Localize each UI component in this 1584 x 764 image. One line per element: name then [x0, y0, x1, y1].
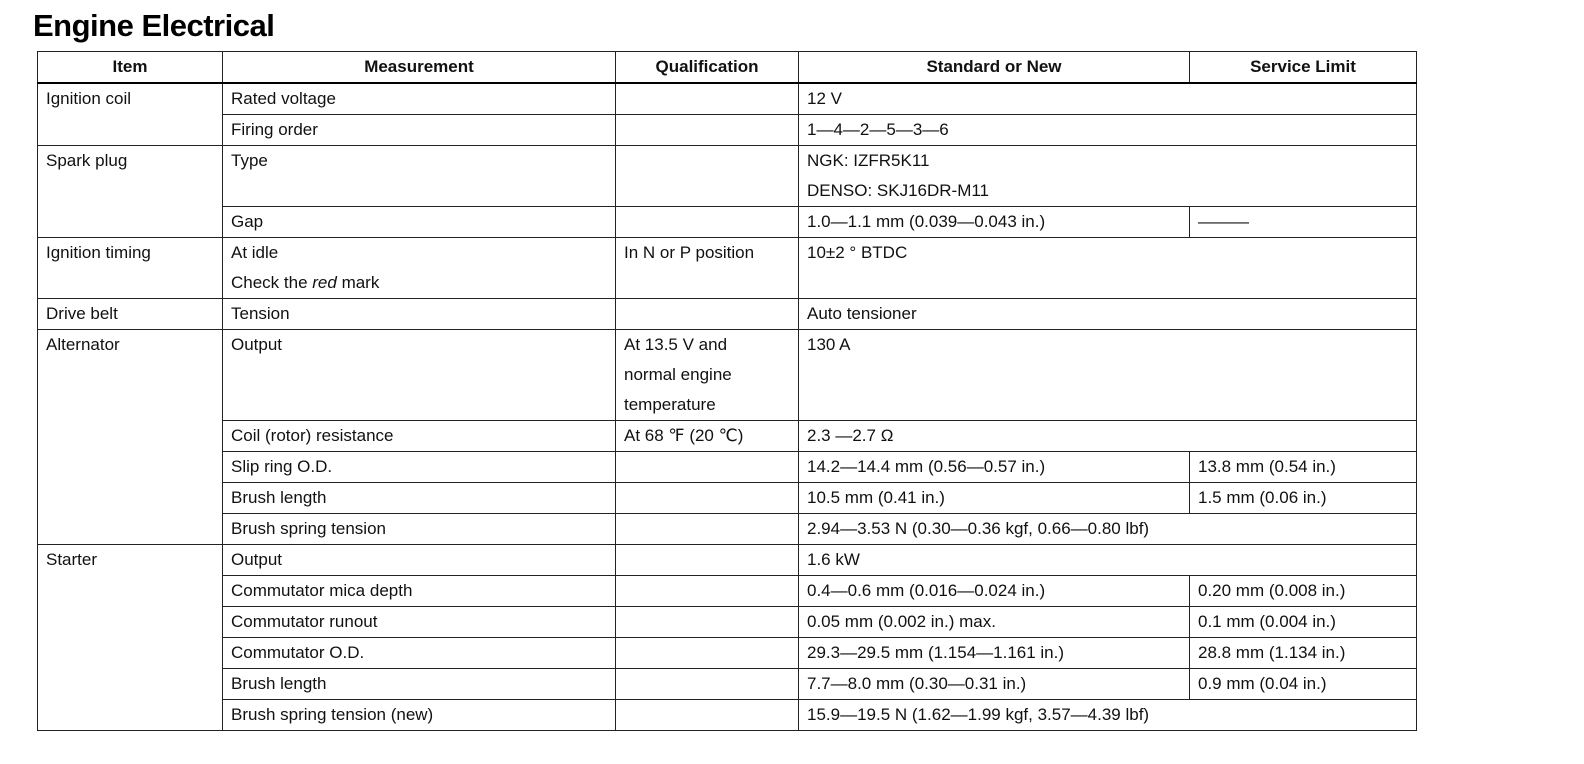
- qualification-cell: [616, 299, 799, 330]
- item-cell: Drive belt: [38, 299, 223, 330]
- standard-cell: 1.0—1.1 mm (0.039—0.043 in.): [799, 207, 1190, 238]
- qualification-line: temperature: [624, 395, 716, 414]
- measurement-cell: Commutator runout: [223, 607, 616, 638]
- qualification-cell: [616, 514, 799, 545]
- table-row: [38, 452, 1417, 483]
- table-row: [38, 238, 1417, 299]
- standard-cell: 12 V: [799, 83, 1417, 115]
- measurement-cell: Commutator O.D.: [223, 638, 616, 669]
- standard-cell: 1.6 kW: [799, 545, 1417, 576]
- measurement-cell: Brush spring tension: [223, 514, 616, 545]
- item-cell: Starter: [38, 545, 223, 731]
- measurement-cell: Brush length: [223, 669, 616, 700]
- qualification-cell: [616, 452, 799, 483]
- qualification-cell: [616, 115, 799, 146]
- qualification-cell: [616, 207, 799, 238]
- header-qualification: Qualification: [616, 52, 799, 84]
- measurement-cell: Rated voltage: [223, 83, 616, 115]
- standard-cell: [799, 146, 1417, 207]
- standard-cell: 29.3—29.5 mm (1.154—1.161 in.): [799, 638, 1190, 669]
- standard-cell: 15.9—19.5 N (1.62—1.99 kgf, 3.57—4.39 lbf): [799, 700, 1417, 731]
- qualification-cell: [616, 146, 799, 207]
- qualification-cell: [616, 483, 799, 514]
- measurement-cell: Type: [223, 146, 616, 207]
- table-row: [38, 607, 1417, 638]
- standard-cell: 10.5 mm (0.41 in.): [799, 483, 1190, 514]
- service-limit-cell: ———: [1190, 207, 1417, 238]
- qualification-line: At 13.5 V and: [624, 335, 728, 354]
- service-limit-cell: 0.1 mm (0.004 in.): [1190, 607, 1417, 638]
- qualification-cell: [616, 700, 799, 731]
- table-row: [38, 545, 1417, 576]
- qualification-line: normal engine: [624, 365, 732, 384]
- table-row: [38, 514, 1417, 545]
- measurement-cell: Output: [223, 330, 616, 421]
- header-row: [38, 52, 1417, 84]
- measurement-cell: Coil (rotor) resistance: [223, 421, 616, 452]
- table-row: [38, 115, 1417, 146]
- standard-cell: 7.7—8.0 mm (0.30—0.31 in.): [799, 669, 1190, 700]
- header-standard: Standard or New: [799, 52, 1190, 84]
- measurement-cell: Commutator mica depth: [223, 576, 616, 607]
- item-cell: Spark plug: [38, 146, 223, 238]
- table-row: [38, 638, 1417, 669]
- qualification-cell: [616, 83, 799, 115]
- service-limit-cell: 13.8 mm (0.54 in.): [1190, 452, 1417, 483]
- emphasis-text: red: [312, 273, 337, 292]
- service-limit-cell: 0.20 mm (0.008 in.): [1190, 576, 1417, 607]
- header-service-limit: Service Limit: [1190, 52, 1417, 84]
- header-measurement: Measurement: [223, 52, 616, 84]
- qualification-cell: [616, 607, 799, 638]
- item-cell: Ignition timing: [38, 238, 223, 299]
- standard-cell: 0.05 mm (0.002 in.) max.: [799, 607, 1190, 638]
- measurement-cell: [223, 238, 616, 299]
- table-row: [38, 83, 1417, 115]
- table-row: [38, 207, 1417, 238]
- standard-cell: 1—4—2—5—3—6: [799, 115, 1417, 146]
- service-limit-cell: 0.9 mm (0.04 in.): [1190, 669, 1417, 700]
- measurement-cell: Firing order: [223, 115, 616, 146]
- table-row: [38, 299, 1417, 330]
- standard-line: DENSO: SKJ16DR-M11: [807, 181, 990, 200]
- measurement-cell: Brush length: [223, 483, 616, 514]
- qualification-cell: [616, 545, 799, 576]
- standard-cell: 2.3 —2.7 Ω: [799, 421, 1417, 452]
- measurement-cell: Slip ring O.D.: [223, 452, 616, 483]
- service-limit-cell: 28.8 mm (1.134 in.): [1190, 638, 1417, 669]
- spec-table: [37, 51, 1417, 731]
- table-row: [38, 421, 1417, 452]
- standard-line: NGK: IZFR5K11: [807, 151, 930, 170]
- standard-cell: 2.94—3.53 N (0.30—0.36 kgf, 0.66—0.80 lbf): [799, 514, 1417, 545]
- measurement-cell: Tension: [223, 299, 616, 330]
- qualification-cell: [616, 330, 799, 421]
- qualification-cell: [616, 638, 799, 669]
- table-row: [38, 700, 1417, 731]
- table-row: [38, 669, 1417, 700]
- standard-cell: 0.4—0.6 mm (0.016—0.024 in.): [799, 576, 1190, 607]
- item-cell: Alternator: [38, 330, 223, 545]
- qualification-cell: [616, 669, 799, 700]
- table-row: [38, 330, 1417, 421]
- measurement-cell: Brush spring tension (new): [223, 700, 616, 731]
- measurement-cell: Gap: [223, 207, 616, 238]
- measurement-cell: Output: [223, 545, 616, 576]
- standard-cell: 10±2 ° BTDC: [799, 238, 1417, 299]
- standard-cell: Auto tensioner: [799, 299, 1417, 330]
- qualification-cell: In N or P position: [616, 238, 799, 299]
- page-title: Engine Electrical: [33, 8, 275, 43]
- item-cell: Ignition coil: [38, 83, 223, 146]
- table-row: [38, 146, 1417, 207]
- table-row: [38, 576, 1417, 607]
- qualification-cell: At 68 ℉ (20 ℃): [616, 421, 799, 452]
- standard-cell: 14.2—14.4 mm (0.56—0.57 in.): [799, 452, 1190, 483]
- qualification-cell: [616, 576, 799, 607]
- service-limit-cell: 1.5 mm (0.06 in.): [1190, 483, 1417, 514]
- table-row: [38, 483, 1417, 514]
- measurement-line: At idle: [231, 243, 279, 262]
- header-item: Item: [38, 52, 223, 84]
- measurement-line: Check the red mark: [231, 273, 380, 292]
- standard-cell: 130 A: [799, 330, 1417, 421]
